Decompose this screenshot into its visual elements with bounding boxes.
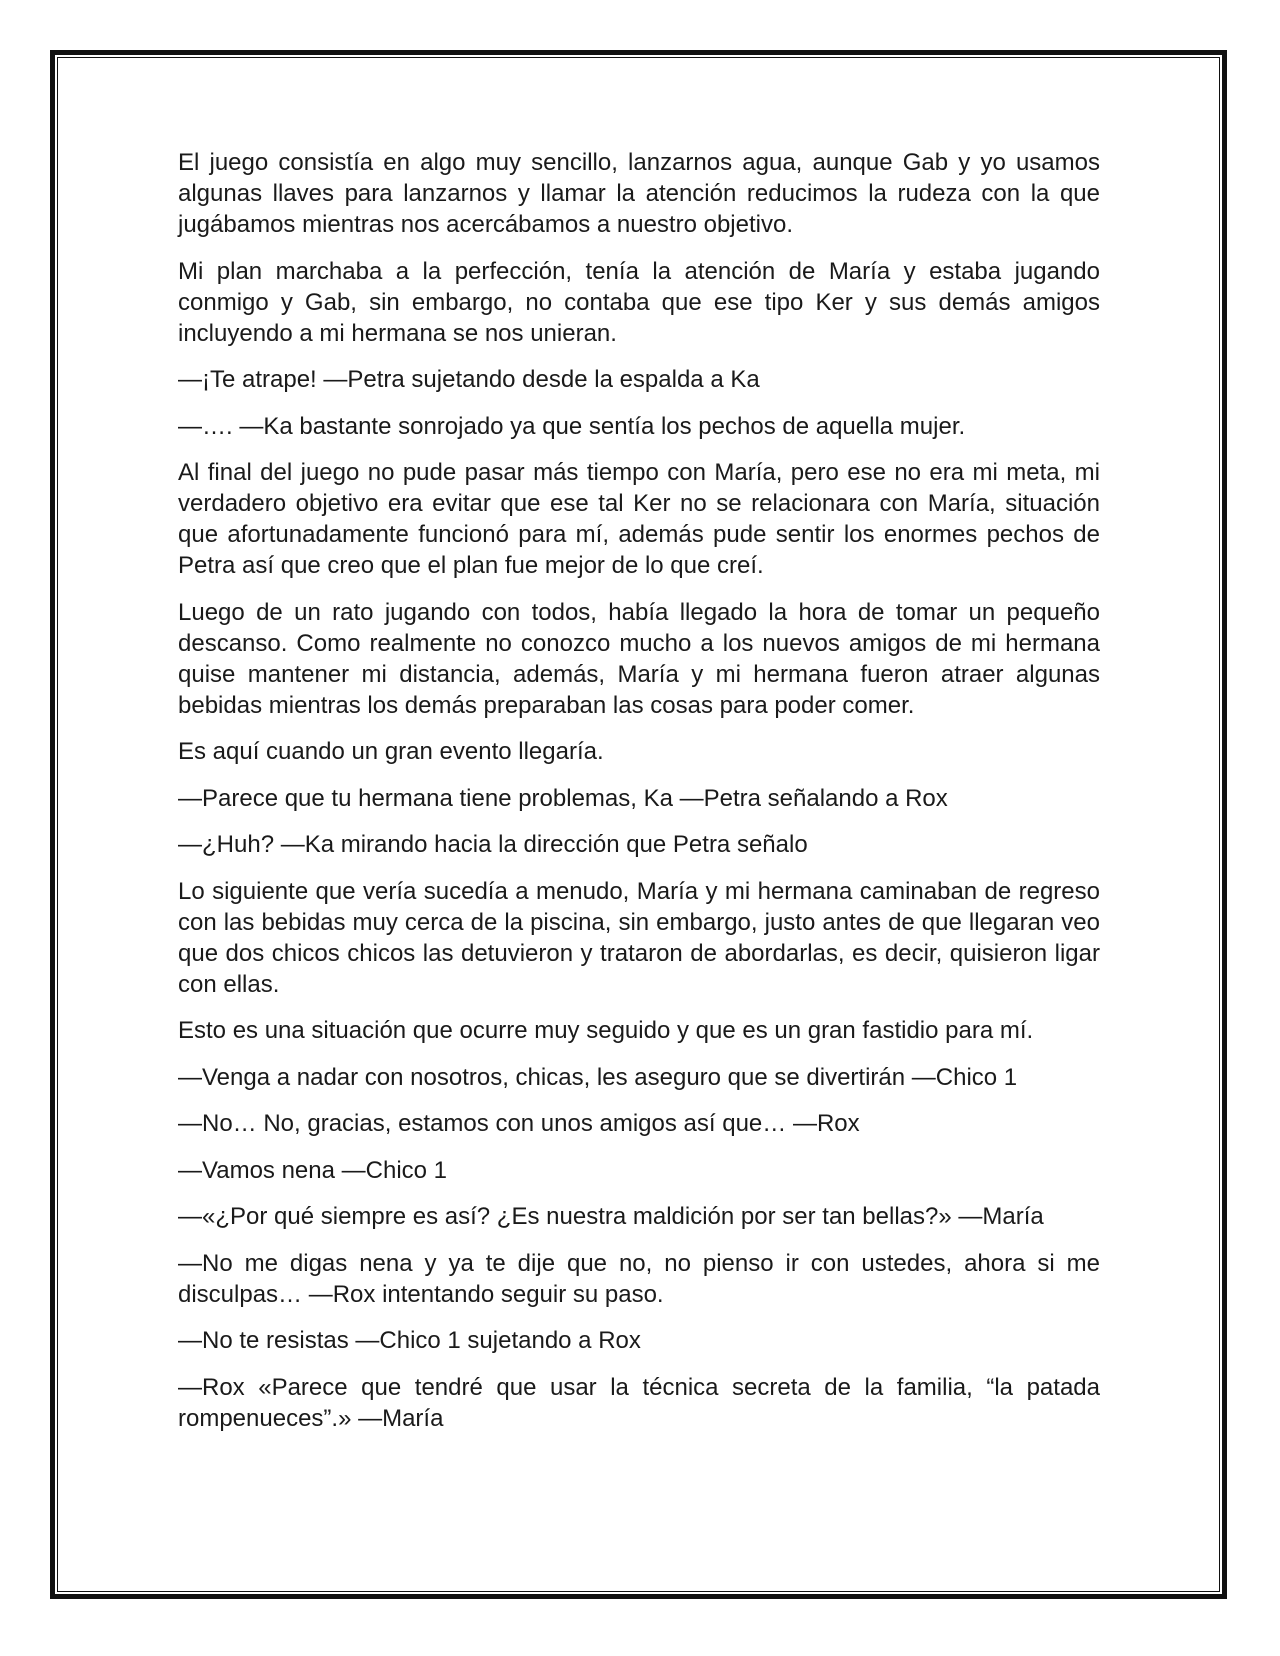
paragraph: Es aquí cuando un gran evento llegaría. xyxy=(178,738,604,765)
paragraph: Al final del juego no pude pasar más tiempo con María, pero ese no era mi meta, mi verdadero objetivo era evitar que ese tal Ker no se relacionara con María, situación que afortunadamente funcionó para mí, además pude sentir los enormes pechos de Petra así que creo que el plan fue mejor de lo que creí. xyxy=(178,459,1100,579)
dialogue-line: —Vamos nena —Chico 1 xyxy=(178,1156,448,1184)
dialogue-line: —Parece que tu hermana tiene problemas, Ka —Petra señalando a Rox xyxy=(178,784,948,812)
dialogue-line: —Rox «Parece que tendré que usar la técnica secreta de la familia, “la patada rompenueces”.» —María xyxy=(178,1373,1100,1432)
dialogue-line: —No te resistas —Chico 1 sujetando a Rox xyxy=(178,1327,641,1354)
paragraph: Esto es una situación que ocurre muy seguido y que es un gran fastidio para mí. xyxy=(178,1017,1034,1044)
dialogue-line: —…. —Ka bastante sonrojado ya que sentía los pechos de aquella mujer. xyxy=(178,412,966,440)
dialogue-line: —No me digas nena y ya te dije que no, no pienso ir con ustedes, ahora si me disculpas… —Rox intentando seguir su paso. xyxy=(178,1249,1100,1308)
dialogue-line: —¿Huh? —Ka mirando hacia la dirección que Petra señalo xyxy=(178,831,808,858)
paragraph: Lo siguiente que vería sucedía a menudo, María y mi hermana caminaban de regreso con las bebidas muy cerca de la piscina, sin embargo, justo antes de que llegaran veo que dos chicos chicos las detuvieron y trataron de abordarlas, es decir, quisieron ligar con ellas. xyxy=(178,877,1100,998)
page-body xyxy=(178,147,1100,1449)
paragraph: Mi plan marchaba a la perfección, tenía la atención de María y estaba jugando conmigo y Gab, sin embargo, no contaba que ese tipo Ker y sus demás amigos incluyendo a mi hermana se nos unieran. xyxy=(178,257,1100,347)
dialogue-line: —«¿Por qué siempre es así? ¿Es nuestra maldición por ser tan bellas?» —María xyxy=(178,1203,1044,1230)
dialogue-line: —Venga a nadar con nosotros, chicas, les aseguro que se divertirán —Chico 1 xyxy=(178,1063,1018,1091)
dialogue-line: —No… No, gracias, estamos con unos amigos así que… —Rox xyxy=(178,1110,860,1137)
dialogue-line: —¡Te atrape! —Petra sujetando desde la espalda a Ka xyxy=(178,366,760,393)
paragraph: El juego consistía en algo muy sencillo, lanzarnos agua, aunque Gab y yo usamos algunas llaves para lanzarnos y llamar la atención reducimos la rudeza con la que jugábamos mientras nos acercábamos a nuestro objetivo. xyxy=(178,149,1100,238)
paragraph: Luego de un rato jugando con todos, había llegado la hora de tomar un pequeño descanso. Como realmente no conozco mucho a los nuevos amigos de mi hermana quise mantener mi distancia, además, María y mi hermana fueron atraer algunas bebidas mientras los demás preparaban las cosas para poder comer. xyxy=(178,598,1100,719)
